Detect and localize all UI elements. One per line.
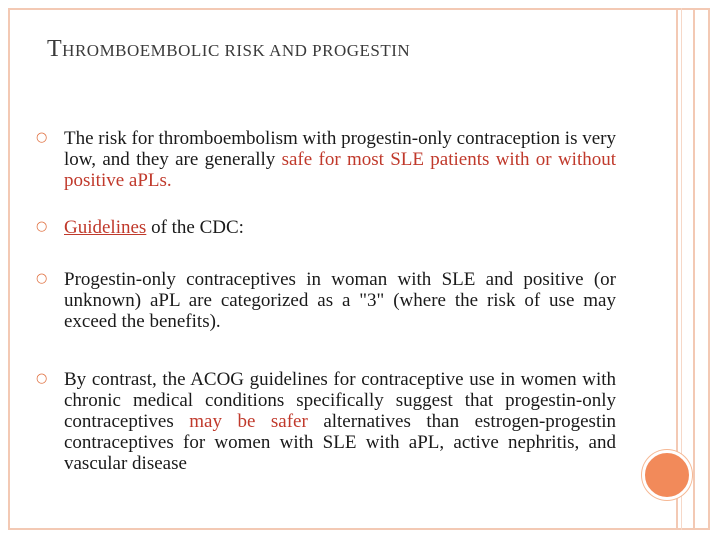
bullet-item-1 bbox=[36, 128, 616, 191]
bullet-text-after: alternatives than estrogen-progestin contraceptives for women with SLE with aPL, active nephritis, and vascular disease bbox=[64, 411, 617, 474]
bullet-list bbox=[36, 128, 616, 474]
bullet-text: The risk for thromboembolism with progestin-only contraception is very low, and they are generally bbox=[64, 128, 616, 170]
bullet-item-2 bbox=[36, 217, 616, 238]
slide-title bbox=[47, 36, 410, 63]
guidelines-link[interactable]: Guidelines bbox=[64, 217, 147, 238]
bullet-icon: ○ bbox=[36, 130, 48, 145]
bullet-highlight-text: safe for most SLE patients with or without positive aPLs. bbox=[64, 149, 616, 191]
bullet-item-4 bbox=[36, 369, 616, 474]
bullet-text: of the CDC: bbox=[146, 217, 244, 238]
bullet-highlight-text: may be safer bbox=[189, 411, 308, 432]
slide-title-rest: HROMBOEMBOLIC RISK AND PROGESTIN bbox=[62, 41, 411, 60]
bullet-icon: ○ bbox=[36, 371, 48, 386]
bullet-text: Progestin-only contraceptives in woman with SLE and positive (or unknown) aPL are categorized as a "3" (where the risk of use may exceed the benefits). bbox=[64, 269, 616, 332]
slide-title-first-letter: T bbox=[47, 36, 63, 62]
bullet-icon: ○ bbox=[36, 271, 48, 286]
decorative-circle bbox=[642, 450, 692, 500]
bullet-icon: ○ bbox=[36, 219, 48, 234]
decorative-side-band bbox=[676, 8, 710, 530]
bullet-text: By contrast, the ACOG guidelines for contraceptive use in women with chronic medical conditions specifically suggest that progestin-only contraceptives bbox=[64, 369, 616, 432]
bullet-item-3 bbox=[36, 269, 616, 332]
